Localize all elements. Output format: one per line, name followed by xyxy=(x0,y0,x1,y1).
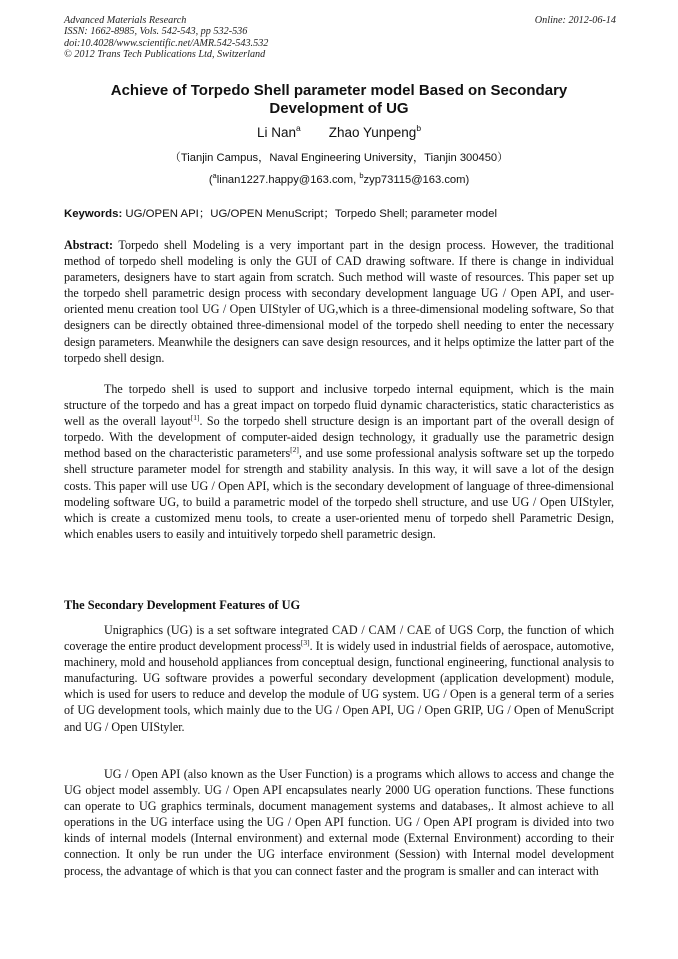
keywords-label: Keywords: xyxy=(64,208,123,220)
author-list xyxy=(64,124,614,141)
author-emails: ($^a$linan1227.happy@163.com, $^b$zyp73115@163.com) xyxy=(208,171,470,186)
keywords xyxy=(64,207,616,221)
issn-line: ISSN: 1662-8985, Vols. 542-543, pp 532-536 xyxy=(64,26,248,38)
section-heading: The Secondary Development Features of UG xyxy=(64,598,301,612)
author-name: Li Nan xyxy=(256,125,296,140)
journal-info xyxy=(64,15,616,60)
citation: [1] xyxy=(190,413,200,423)
section-paragraph: UG / Open API (also known as the User Function) is a programs which allows to access and change the UG object model assembly. UG / Open API encapsulates nearly 2000 UG operation functions. These functions can operate to UG graphics terminals, document management systems and databases,. It almost achieve to all operations in the UG interface using the UG / Open API function. UG / Open API program is divided into two kinds of internal models (Internal environment) and external mode (External Environment) according to their connection. It only be run under the UG interface environment (Session) with Internal model development process, the advantage of which is that you can connect faster and the program is smaller and can interact with xyxy=(64,767,614,878)
journal-name: Advanced Materials Research xyxy=(64,15,187,26)
online-date: Online: 2012-06-14 xyxy=(534,15,616,26)
journal-header xyxy=(64,15,616,60)
abstract-label: Abstract: xyxy=(64,238,114,252)
abstract-text: Torpedo shell Modeling is a very important part in the design process. However, the traditional method of torpedo shell modeling is only the GUI of CAD drawing software. If there is change in individual parameters, designers have to start again from scratch. Such method will waste of resources. This paper set up the torpedo shell parametric design process with secondary development language UG / Open API, and user-oriented menu creation tool UG / Open UIStyler of UG,which is a three-dimensional modeling software, So that designers can be directly obtained three-dimensional model of the torpedo shell needing to enter the necessary design parameters. Meanwhile the designers can save design resources, and it helps optimize the latter part of the torpedo shell design. xyxy=(64,238,614,365)
introduction-paragraph: The torpedo shell is used to support and inclusive torpedo internal equipment, which is the main structure of the torpedo and has a great impact on torpedo fluid dynamic characteristics, static characteristics as well as the overall layout[1]. So the torpedo shell structure design is an important part of the overall design of torpedo. With the development of computer-aided design technology, it gradually use the parametric design method based on the characteristic parameters[2], and use some professional analysis software set up the torpedo shell structure parameter model for strength and stability analysis. In this way, it will save a lot of the design costs. This paper will use UG / Open API, which is the secondary development of language of three-dimensional modeling software UG, to build a parametric model of the torpedo shell structure, and use UG / Open UIStyler, which is create a customized menu tools, to create a user-oriented menu of torpedo shell Parametric Design, which enables users to easily and intuitively torpedo shell parametric design. xyxy=(64,382,614,541)
author-affil-sup: b xyxy=(416,123,422,133)
author-affil-sup: a xyxy=(295,123,301,133)
abstract xyxy=(64,237,614,366)
affiliation: （Tianjin Campus，Naval Engineering University，Tianjin 300450） xyxy=(169,152,509,164)
section-paragraph: Unigraphics (UG) is a set software integrated CAD / CAM / CAE of UGS Corp, the function of which coverage the entire product development process[3]. It is widely used in industrial fields of aerospace, automotive, machinery, mold and household appliances from conceptual design, functional engineering, functional analysis to manufacturing. UG software provides a powerful secondary development (application development) module, which is used for users to reduce and develop the module of UG system. UG / Open is a general term of a series of UG development tools, which mainly due to the UG / Open API, UG / Open GRIP, UG / Open of MenuScript and UG / Open UIStyler. xyxy=(64,623,614,734)
paper-title: Achieve of Torpedo Shell parameter model Based on Secondary Development of UG xyxy=(110,82,568,117)
email-a: linan1227.happy@163.com, xyxy=(216,174,360,186)
email-b: zyp73115@163.com) xyxy=(363,174,470,186)
keywords-text: UG/OPEN API；UG/OPEN MenuScript；Torpedo Shell; parameter model xyxy=(122,208,498,220)
copyright-line: © 2012 Trans Tech Publications Ltd, Switzerland xyxy=(64,48,266,60)
citation: [3] xyxy=(300,638,310,648)
author-name: Zhao Yunpeng xyxy=(328,125,417,140)
citation: [2] xyxy=(290,445,299,455)
doi-line: doi:10.4028/www.scientific.net/AMR.542-543.532 xyxy=(64,37,269,49)
